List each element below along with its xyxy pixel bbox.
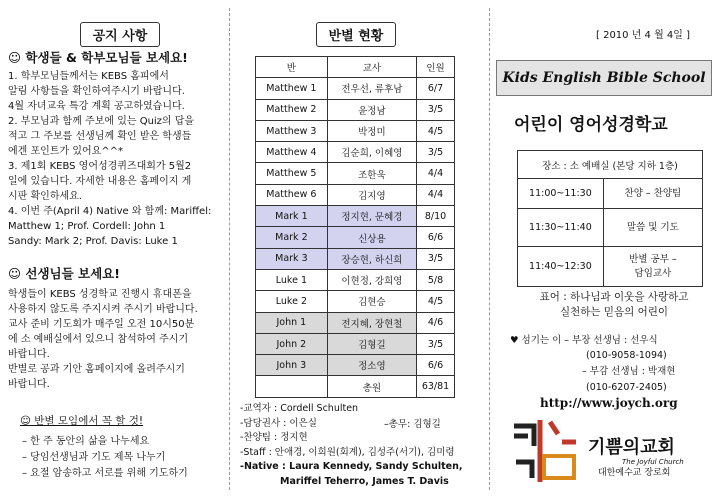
parents-notice-line: 시판 확인하세요. xyxy=(8,191,82,202)
teachers-notice-text xyxy=(8,287,198,392)
table-cell: 4/5 xyxy=(417,291,455,312)
table-cell: 전우선, 류후남 xyxy=(327,78,416,99)
table-cell: John 1 xyxy=(256,312,328,333)
meeting-todo-item: – 당임선생님과 기도 제목 나누기 xyxy=(22,452,166,463)
contact-vice-phone: (010-6207-2405) xyxy=(586,382,667,393)
table-row xyxy=(256,142,455,163)
parents-notice-line: Sandy: Mark 2; Prof. Davis: Luke 1 xyxy=(8,236,178,247)
table-row xyxy=(256,291,455,312)
church-logo-mark xyxy=(510,412,580,484)
schedule-time: 11:40~12:30 xyxy=(518,247,604,287)
teachers-notice-line: 바랍니다. xyxy=(8,349,50,360)
table-cell: 4/6 xyxy=(417,312,455,333)
general-affairs: –총무: 김형길 xyxy=(384,419,441,430)
table-header-cell: 인원 xyxy=(417,57,455,78)
table-row xyxy=(256,248,455,269)
table-cell xyxy=(256,376,328,397)
table-row xyxy=(256,312,455,333)
parents-notice-line: 4. 이번 주(April 4) Native 와 함께: Mariffel: xyxy=(8,206,212,217)
table-cell: Matthew 3 xyxy=(256,120,328,141)
staff-line: Mariffel Teherro, James T. Davis xyxy=(280,475,449,487)
table-cell: 3/5 xyxy=(417,248,455,269)
table-cell: Mark 3 xyxy=(256,248,328,269)
contact-head-phone: (010-9058-1094) xyxy=(586,350,667,361)
table-header-cell: 반 xyxy=(256,57,328,78)
table-row xyxy=(256,333,455,354)
meeting-todo-list xyxy=(22,434,188,482)
schedule-table xyxy=(517,150,703,287)
table-cell: 8/10 xyxy=(417,206,455,227)
church-name: 기쁨의교회 xyxy=(588,437,675,458)
school-english-name: Kids English Bible School xyxy=(496,60,712,96)
table-cell: 박정미 xyxy=(327,120,416,141)
table-cell: John 2 xyxy=(256,333,328,354)
table-cell: Matthew 2 xyxy=(256,99,328,120)
table-row xyxy=(256,78,455,99)
schedule-activity: 반별 공부 – 담임교사 xyxy=(603,247,702,287)
table-cell: 김현승 xyxy=(327,291,416,312)
school-korean-name: 어린이 영어성경학교 xyxy=(514,115,668,135)
table-cell: 김형길 xyxy=(327,333,416,354)
bulletin-date: [ 2010 년 4 월 4일 ] xyxy=(596,30,691,41)
table-cell: 이현정, 강희영 xyxy=(327,269,416,290)
column-divider-right xyxy=(489,8,490,490)
table-cell: Luke 2 xyxy=(256,291,328,312)
table-row xyxy=(256,184,455,205)
schedule-row xyxy=(518,247,703,287)
table-header-cell: 교사 xyxy=(327,57,416,78)
meeting-header: ☺ 반별 모임에서 꼭 할 것! xyxy=(20,415,144,427)
table-cell: 6/6 xyxy=(417,355,455,376)
table-cell: 김순희, 이혜영 xyxy=(327,142,416,163)
table-row xyxy=(256,376,455,397)
table-cell: 6/7 xyxy=(417,78,455,99)
teachers-header: ☺ 선생님들 보세요! xyxy=(8,266,120,281)
groups-title: 반별 현황 xyxy=(316,22,396,47)
table-cell: 63/81 xyxy=(417,376,455,397)
table-cell: 장승현, 하신희 xyxy=(327,248,416,269)
table-row xyxy=(256,120,455,141)
schedule-time: 11:30~11:40 xyxy=(518,209,604,247)
parents-notice-line: 일에 있습니다. 자세한 내용은 홈페이지 게 xyxy=(8,176,192,187)
table-row xyxy=(256,227,455,248)
teachers-notice-line: 학생들이 KEBS 성경학교 진행시 휴대폰을 xyxy=(8,289,192,300)
table-cell: Mark 2 xyxy=(256,227,328,248)
schedule-place-row xyxy=(518,151,703,179)
table-cell: Matthew 5 xyxy=(256,163,328,184)
table-row xyxy=(256,99,455,120)
table-cell: 정지현, 문혜경 xyxy=(327,206,416,227)
staff-line: -찬양팀 : 정지현 xyxy=(240,432,308,444)
parents-notice-line: 2. 부모님과 함께 주보에 있는 Quiz의 답을 xyxy=(8,116,195,127)
table-cell: 김지영 xyxy=(327,184,416,205)
table-cell: Matthew 4 xyxy=(256,142,328,163)
table-row xyxy=(256,269,455,290)
teachers-notice-line: 에 소 예배실에서 있으니 참석하여 주시기 xyxy=(8,334,189,345)
schedule-activity: 말씀 및 기도 xyxy=(603,209,702,247)
notice-title: 공지 사항 xyxy=(80,22,160,47)
meeting-todo-item: – 요절 암송하고 서로를 위해 기도하기 xyxy=(22,468,188,479)
parents-header: ☺ 학생들 & 학부모님들 보세요! xyxy=(8,50,188,65)
church-website-link[interactable]: http://www.joych.org xyxy=(540,396,678,410)
motto-line: 실천하는 믿음의 어린이 xyxy=(559,306,669,318)
table-cell: 4/4 xyxy=(417,184,455,205)
teachers-notice-line: 반별로 공과 기안 홈페이지에 올려주시기 xyxy=(8,364,185,375)
parents-notice-line: 4월 자녀교육 특강 계획 공고하였습니다. xyxy=(8,101,185,112)
parents-notice-line: 3. 제1회 KEBS 영어성경퀴즈대회가 5월2 xyxy=(8,161,192,172)
parents-notice-line: 에겐 포인트가 있어요^^* xyxy=(8,146,124,157)
table-cell: 정소영 xyxy=(327,355,416,376)
schedule-time: 11:00~11:30 xyxy=(518,179,604,209)
table-cell: John 3 xyxy=(256,355,328,376)
teachers-notice-line: 사용하지 않도록 주지시켜 주시기 바랍니다. xyxy=(8,304,198,315)
table-cell: 신상용 xyxy=(327,227,416,248)
staff-list xyxy=(240,402,463,490)
table-cell: Luke 1 xyxy=(256,269,328,290)
schedule-place: 장소 : 소 예배실 (본당 지하 1층) xyxy=(518,151,703,179)
parents-notice-line: 알림 사항들을 확인하여주시기 바랍니다. xyxy=(8,86,185,97)
church-english-name: The Joyful Church xyxy=(622,458,684,466)
schedule-activity: 찬양 – 찬양팀 xyxy=(603,179,702,209)
staff-line: -교역자 : Cordell Schulten xyxy=(240,403,359,414)
class-status-table xyxy=(255,56,455,398)
contact-vice: – 부감 선생님 : 박재현 xyxy=(582,366,676,377)
table-cell: 윤정남 xyxy=(327,99,416,120)
table-cell: 4/5 xyxy=(417,120,455,141)
denomination: 대한예수교 장로회 xyxy=(598,468,671,478)
table-cell: 조한욱 xyxy=(327,163,416,184)
parents-notice-line: 적고 그 주보를 선생님께 확인 받은 학생들 xyxy=(8,131,192,142)
table-cell: 5/8 xyxy=(417,269,455,290)
table-cell: 6/6 xyxy=(417,227,455,248)
motto xyxy=(524,290,704,320)
parents-notice-line: 1. 학부모님들께서는 KEBS 홈피에서 xyxy=(8,71,169,82)
column-divider-left xyxy=(229,8,230,490)
table-cell: Mark 1 xyxy=(256,206,328,227)
table-cell: 3/5 xyxy=(417,333,455,354)
table-row xyxy=(256,355,455,376)
staff-line: -담당권사 : 이은실 xyxy=(240,417,317,429)
table-cell: 총원 xyxy=(327,376,416,397)
table-header-row xyxy=(256,57,455,78)
table-cell: Matthew 1 xyxy=(256,78,328,99)
parents-notice-line: Matthew 1; Prof. Cordell: John 1 xyxy=(8,221,166,232)
motto-line: 표어 : 하나님과 이웃을 사랑하고 xyxy=(539,291,689,303)
staff-line: -Staff : 안애경, 이희원(회계), 김성주(서기), 김미령 xyxy=(240,446,455,458)
table-cell: Matthew 6 xyxy=(256,184,328,205)
table-row xyxy=(256,206,455,227)
teachers-notice-line: 교사 준비 기도회가 매주일 오전 10시50분 xyxy=(8,319,195,330)
contact-head: ♥ 섬기는 이 – 부장 선생님 : 선우식 xyxy=(510,335,658,346)
table-cell: 전지혜, 장현철 xyxy=(327,312,416,333)
teachers-notice-line: 바랍니다. xyxy=(8,379,50,390)
table-cell: 3/5 xyxy=(417,99,455,120)
schedule-row xyxy=(518,209,703,247)
table-cell: 3/5 xyxy=(417,142,455,163)
staff-line: -Native : Laura Kennedy, Sandy Schulten, xyxy=(240,461,463,473)
table-cell: 4/4 xyxy=(417,163,455,184)
meeting-todo-item: – 한 주 동안의 삶을 나누세요 xyxy=(22,436,150,447)
schedule-row xyxy=(518,179,703,209)
table-row xyxy=(256,163,455,184)
parents-notice-text xyxy=(8,69,211,249)
